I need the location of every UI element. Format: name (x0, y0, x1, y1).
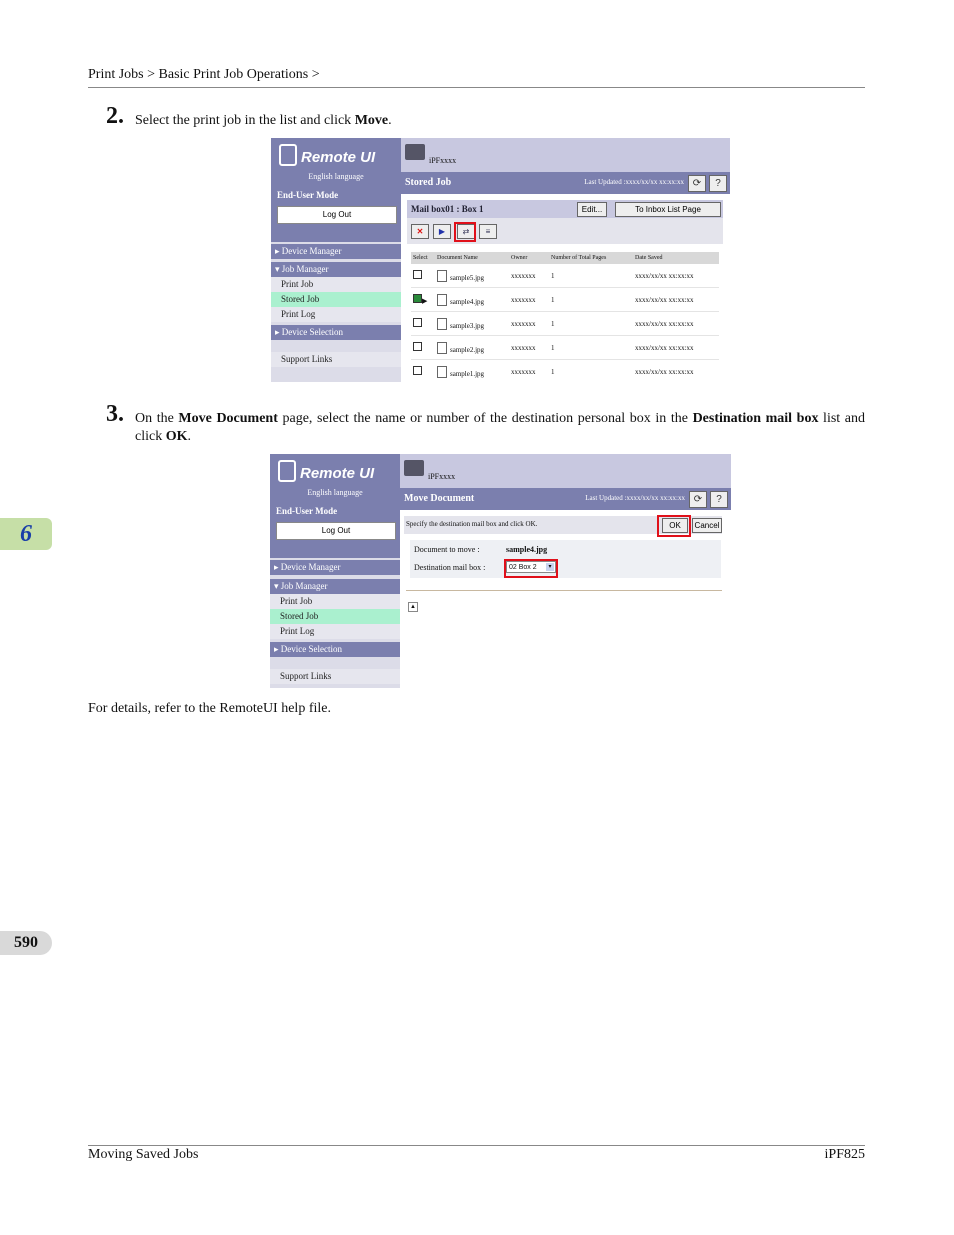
chevron-down-icon[interactable]: ▾ (546, 563, 554, 571)
current-arrow-icon: ▶ (422, 297, 428, 305)
select-checkbox[interactable] (413, 342, 422, 351)
main-panel (400, 454, 731, 688)
breadcrumb: Print Jobs > Basic Print Job Operations > (88, 67, 320, 82)
nav-device-manager[interactable]: ▸ Device Manager (270, 560, 400, 575)
document-icon (437, 366, 447, 378)
remote-ui-logo-icon (278, 460, 296, 482)
table-row[interactable] (411, 336, 719, 360)
nav-device-selection[interactable]: ▸ Device Selection (270, 642, 400, 657)
doc-name: sample5.jpg (450, 273, 485, 282)
date: xxxx/xx/xx xx:xx:xx (633, 360, 719, 383)
table-row[interactable] (411, 264, 719, 288)
nav-print-log[interactable]: Print Log (271, 307, 401, 322)
step-3-end: . (187, 429, 191, 444)
scroll-top-icon[interactable]: ▲ (408, 602, 418, 612)
owner: xxxxxxx (509, 312, 549, 336)
ok-button-highlight (657, 515, 691, 537)
document-label: Document to move : (414, 545, 480, 554)
logout-button[interactable]: Log Out (276, 522, 396, 540)
printer-icon (404, 460, 424, 476)
remote-ui-logo: Remote UI (278, 460, 374, 482)
help-icon[interactable]: ? (709, 175, 727, 192)
sidebar (270, 454, 400, 688)
move-icon[interactable]: ⇄ (457, 224, 475, 239)
printer-icon (405, 144, 425, 160)
page-title: Move Document (404, 493, 475, 504)
step-3-mid: page, select the name or number of the destination personal box in the (277, 411, 693, 426)
pages: 1 (549, 264, 633, 288)
document-icon (437, 294, 447, 306)
page-number: 590 (0, 931, 52, 955)
move-form (410, 540, 721, 578)
footer-right: iPF825 (824, 1147, 865, 1162)
col-select: Select (411, 252, 435, 264)
date: xxxx/xx/xx xx:xx:xx (633, 264, 719, 288)
step-3-pre: On the (135, 411, 179, 426)
owner: xxxxxxx (509, 264, 549, 288)
device-name: iPFxxxx (428, 472, 456, 481)
pages: 1 (549, 360, 633, 383)
remote-ui-logo-icon (279, 144, 297, 166)
device-name: iPFxxxx (429, 156, 457, 165)
step-3-post: list and click (135, 411, 865, 444)
destination-select-value: 02 Box 2 (509, 564, 537, 571)
doc-name: sample1.jpg (450, 369, 485, 378)
mode-label: End-User Mode (277, 190, 339, 200)
destination-select-highlight (504, 559, 558, 578)
document-icon (437, 318, 447, 330)
table-row-selected[interactable] (411, 288, 719, 312)
step-2-bold: Move (354, 113, 389, 128)
page-title: Stored Job (405, 177, 452, 188)
language-link[interactable]: English language (307, 488, 363, 497)
delete-icon[interactable]: ✕ (411, 224, 429, 239)
logo-area (271, 138, 401, 242)
move-button-highlight (454, 222, 476, 242)
help-icon[interactable]: ? (710, 491, 728, 508)
edit-button[interactable]: Edit... (577, 202, 607, 217)
nav-print-job[interactable]: Print Job (270, 594, 400, 609)
step-2-text (135, 112, 392, 130)
col-total-pages: Number of Total Pages (549, 252, 633, 264)
step-3-bold1: Move Document (178, 411, 278, 426)
step-3-number: 3. (106, 401, 124, 427)
col-date-saved: Date Saved (633, 252, 719, 264)
footer-left: Moving Saved Jobs (88, 1147, 199, 1162)
refresh-icon[interactable]: ⟳ (688, 175, 706, 192)
owner: xxxxxxx (509, 360, 549, 383)
jobs-table (411, 252, 719, 382)
destination-label: Destination mail box : (414, 563, 486, 572)
doc-name: sample2.jpg (450, 345, 485, 354)
nav-print-job[interactable]: Print Job (271, 277, 401, 292)
doc-name: sample3.jpg (450, 321, 485, 330)
step-3-bold3: OK (165, 429, 188, 444)
last-updated: Last Updated :xxxx/xx/xx xx:xx:xx (585, 494, 685, 502)
sidebar (271, 138, 401, 382)
nav-stored-job[interactable]: Stored Job (270, 609, 400, 624)
instruction-text: Specify the destination mail box and click OK. (406, 520, 538, 528)
date: xxxx/xx/xx xx:xx:xx (633, 288, 719, 312)
header-rule (88, 87, 865, 88)
titlebar (401, 172, 730, 194)
doc-name: sample4.jpg (450, 297, 485, 306)
nav-job-manager[interactable]: ▾ Job Manager (271, 262, 401, 277)
document-icon (437, 342, 447, 354)
step-2-end: . (388, 113, 392, 128)
document-icon (437, 270, 447, 282)
footer-rule (88, 1145, 865, 1146)
step-2-number: 2. (106, 103, 124, 129)
cancel-button[interactable]: Cancel (692, 518, 722, 533)
logout-button[interactable]: Log Out (277, 206, 397, 224)
last-updated: Last Updated :xxxx/xx/xx xx:xx:xx (584, 178, 684, 186)
date: xxxx/xx/xx xx:xx:xx (633, 312, 719, 336)
select-checkbox[interactable] (413, 270, 422, 279)
details-text: For details, refer to the RemoteUI help file. (88, 701, 331, 716)
select-checkbox-checked[interactable] (413, 294, 422, 303)
nav-print-log[interactable]: Print Log (270, 624, 400, 639)
nav-stored-job[interactable]: Stored Job (271, 292, 401, 307)
remote-ui-move-document-screenshot (270, 454, 731, 688)
nav-device-manager[interactable]: ▸ Device Manager (271, 244, 401, 259)
table-row[interactable] (411, 312, 719, 336)
nav-support-links[interactable]: Support Links (270, 669, 400, 684)
col-owner: Owner (509, 252, 549, 264)
to-inbox-list-button[interactable]: To Inbox List Page (615, 202, 721, 217)
owner: xxxxxxx (509, 336, 549, 360)
nav-device-selection[interactable]: ▸ Device Selection (271, 325, 401, 340)
owner: xxxxxxx (509, 288, 549, 312)
language-link[interactable]: English language (308, 172, 364, 181)
document-value: sample4.jpg (506, 545, 548, 554)
col-document-name: Document Name (435, 252, 509, 264)
pages: 1 (549, 336, 633, 360)
step-3-bold2: Destination mail box (692, 411, 819, 426)
step-3-text (135, 410, 865, 446)
select-checkbox[interactable] (413, 318, 422, 327)
pages: 1 (549, 312, 633, 336)
remote-ui-stored-job-screenshot (271, 138, 730, 382)
remote-ui-logo: Remote UI (279, 144, 375, 166)
ok-button[interactable]: OK (662, 518, 688, 533)
chapter-tab: 6 (0, 518, 52, 550)
details-icon[interactable]: ≡ (479, 224, 497, 239)
date: xxxx/xx/xx xx:xx:xx (633, 336, 719, 360)
divider (406, 590, 722, 591)
nav-job-manager[interactable]: ▾ Job Manager (270, 579, 400, 594)
mailbox-title: Mail box01 : Box 1 (411, 204, 484, 214)
pages: 1 (549, 288, 633, 312)
refresh-icon[interactable]: ⟳ (689, 491, 707, 508)
nav-support-links[interactable]: Support Links (271, 352, 401, 367)
main-panel (401, 138, 730, 382)
mode-label: End-User Mode (276, 506, 338, 516)
step-2-pre: Select the print job in the list and click (135, 113, 355, 128)
logo-area (270, 454, 400, 558)
select-checkbox[interactable] (413, 366, 422, 375)
print-icon[interactable]: ▶ (433, 224, 451, 239)
table-row[interactable] (411, 360, 719, 383)
titlebar (400, 488, 731, 510)
